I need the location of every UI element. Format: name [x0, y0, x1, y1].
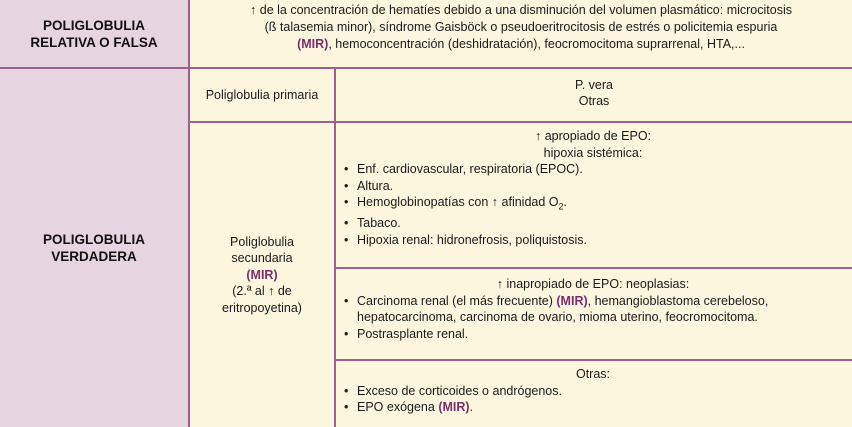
primaria-content	[336, 69, 852, 121]
primaria-line1: P. vera	[575, 78, 613, 92]
secundaria-mir-tag: (MIR)	[246, 267, 278, 282]
inapropiado-title: ↑ inapropiado de EPO: neoplasias:	[496, 277, 690, 291]
relativa-label-cell	[0, 0, 188, 67]
hemoglobinopatias-text: Hemoglobinopatías con ↑ afinidad O	[357, 195, 559, 209]
relativa-text-line3-rest: , hemoconcentración (deshidratación), feocromocitoma suprarrenal, HTA,...	[328, 37, 745, 51]
relativa-label-line2: RELATIVA O FALSA	[30, 34, 158, 50]
apropiado-title-line1: ↑ apropiado de EPO:	[534, 129, 652, 143]
divider-horizontal-inapropiado	[336, 359, 852, 361]
list-item: • Exceso de corticoides o andrógenos.	[342, 383, 844, 400]
primaria-line2: Otras	[578, 94, 610, 108]
o2-period: .	[563, 195, 568, 209]
list-item: • Altura.	[342, 178, 844, 195]
inapropiado-item1-line2: hepatocarcinoma, carcinoma de ovario, mioma uterino, feocromocitoma.	[357, 310, 758, 324]
inapropiado-item1-pre: Carcinoma renal (el más frecuente)	[357, 293, 557, 308]
inapropiado-item1-post: , hemangioblastoma cerebeloso,	[587, 293, 769, 308]
apropiado-title-line2: hipoxia sistémica:	[543, 145, 643, 160]
apropiado-cell	[336, 123, 852, 267]
apropiado-list	[342, 161, 844, 248]
list-item	[342, 194, 844, 215]
o2-subscript: 2	[558, 201, 564, 212]
relativa-label-line1: POLIGLOBULIA	[43, 17, 145, 33]
list-item: • Postrasplante renal.	[342, 326, 844, 343]
secundaria-label-cell	[190, 123, 334, 427]
verdadera-label-line2: VERDADERA	[51, 249, 137, 264]
primaria-label-cell	[190, 69, 334, 121]
mir-tag: (MIR)	[556, 293, 588, 308]
relativa-description	[190, 0, 852, 67]
inapropiado-cell	[336, 269, 852, 359]
otras-item2-pre: EPO exógena	[357, 400, 439, 414]
list-item	[342, 399, 844, 416]
list-item: • Enf. cardiovascular, respiratoria (EPOC).	[342, 161, 844, 178]
otras-list	[342, 383, 844, 416]
list-item	[342, 293, 844, 326]
secundaria-label-line4: eritropoyetina)	[222, 300, 302, 315]
divider-horizontal-main	[0, 67, 852, 69]
divider-horizontal-apropiado	[336, 267, 852, 269]
relativa-text-line3	[190, 36, 852, 53]
secundaria-label-line1: Poliglobulia	[230, 234, 294, 249]
verdadera-label-line1: POLIGLOBULIA	[43, 232, 145, 247]
divider-horizontal-primaria	[190, 121, 852, 123]
list-item: • Tabaco.	[342, 215, 844, 232]
secundaria-label-line3: (2.ª al ↑ de	[232, 284, 292, 299]
otras-title: Otras:	[575, 367, 611, 381]
relativa-text-line1: ↑ de la concentración de hematíes debido a una disminución del volumen plasmático: microcitosis	[250, 3, 792, 17]
divider-vertical-main	[188, 0, 190, 427]
primaria-label: Poliglobulia primaria	[205, 88, 319, 102]
mir-tag: (MIR)	[438, 400, 470, 414]
inapropiado-list	[342, 293, 844, 343]
list-item: • Hipoxia renal: hidronefrosis, poliquistosis.	[342, 232, 844, 249]
otras-cell	[336, 361, 852, 427]
otras-item2-post: .	[469, 400, 474, 414]
verdadera-label-cell	[0, 69, 188, 427]
relativa-text-line2: (ß talasemia minor), síndrome Gaisböck o pseudoeritrocitosis de estrés o policitemia espuria	[264, 20, 778, 34]
mir-tag: (MIR)	[297, 37, 329, 51]
secundaria-label-line2: secundaria	[231, 251, 293, 266]
